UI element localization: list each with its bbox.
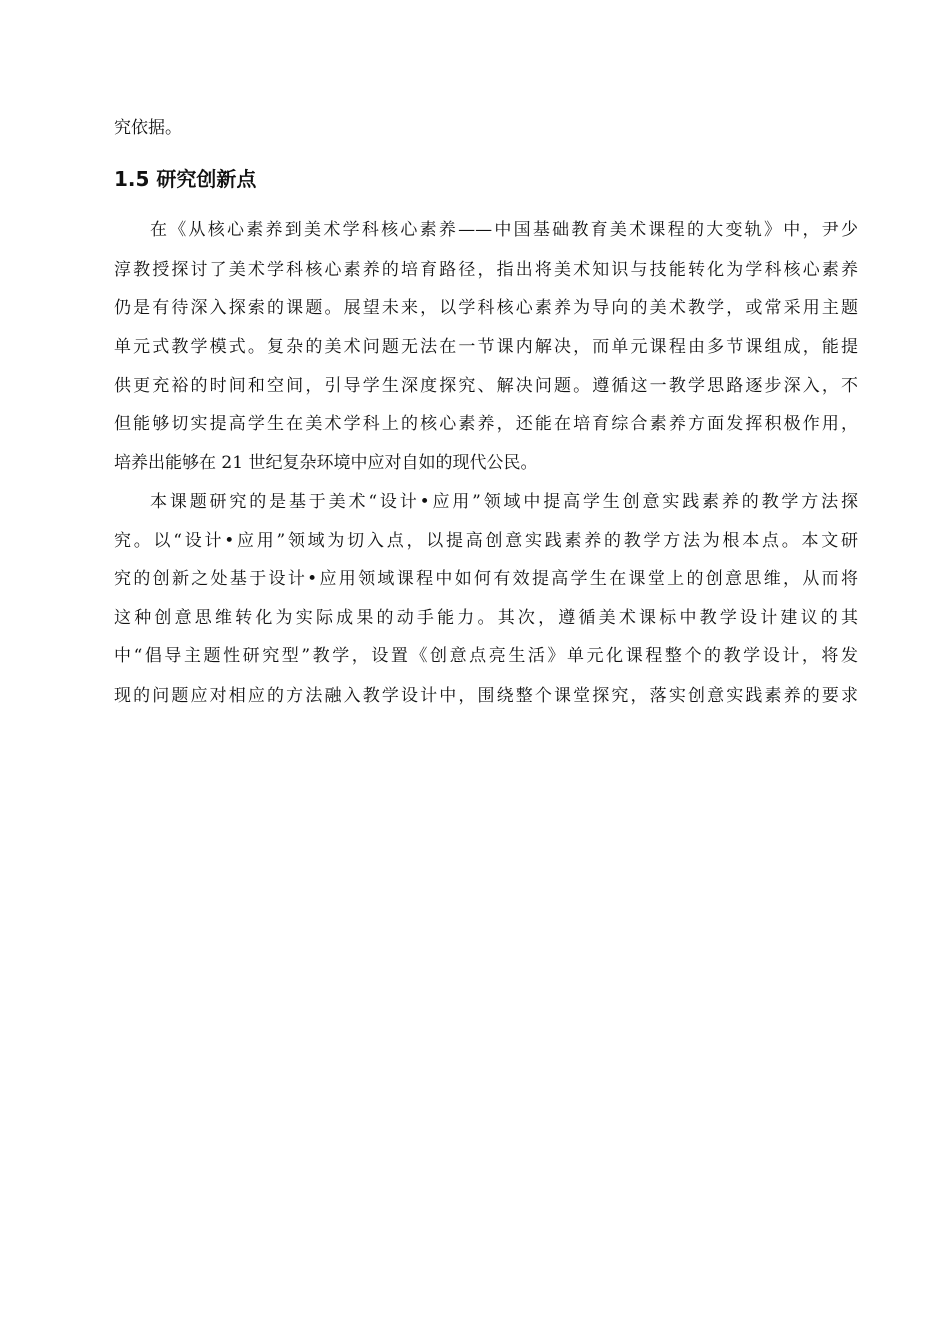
- paragraph-line: 供更充裕的时间和空间，引导学生深度探究、解决问题。遵循这一教学思路逐步深入，不: [114, 376, 858, 396]
- paragraph-line: 淳教授探讨了美术学科核心素养的培育路径，指出将美术知识与技能转化为学科核心素养: [114, 260, 858, 280]
- paragraph-line: 仍是有待深入探索的课题。展望未来，以学科核心素养为导向的美术教学，或常采用主题: [114, 298, 858, 318]
- paragraph-line: 培养出能够在 21 世纪复杂环境中应对自如的现代公民。: [114, 453, 538, 473]
- paragraph-line: 本课题研究的是基于美术“设计•应用”领域中提高学生创意实践素养的教学方法探: [150, 492, 858, 512]
- paragraph-line: 单元式教学模式。复杂的美术问题无法在一节课内解决，而单元课程由多节课组成，能提: [114, 337, 858, 357]
- section-heading: 1.5 研究创新点: [114, 167, 257, 191]
- paragraph-line: 究的创新之处基于设计•应用领域课程中如何有效提高学生在课堂上的创意思维，从而将: [114, 569, 858, 589]
- paragraph-line: 中“倡导主题性研究型”教学，设置《创意点亮生活》单元化课程整个的教学设计，将发: [114, 646, 858, 666]
- continuation-line: 究依据。: [114, 118, 182, 138]
- paragraph-line: 这种创意思维转化为实际成果的动手能力。其次，遵循美术课标中教学设计建议的其: [114, 608, 858, 628]
- paragraph-line: 究。以“设计•应用”领域为切入点，以提高创意实践素养的教学方法为根本点。本文研: [114, 531, 858, 551]
- paragraph-line: 现的问题应对相应的方法融入教学设计中，围绕整个课堂探究，落实创意实践素养的要求: [114, 686, 858, 706]
- paragraph-line: 但能够切实提高学生在美术学科上的核心素养，还能在培育综合素养方面发挥积极作用，: [114, 414, 858, 434]
- paragraph-line: 在《从核心素养到美术学科核心素养——中国基础教育美术课程的大变轨》中，尹少: [150, 220, 858, 240]
